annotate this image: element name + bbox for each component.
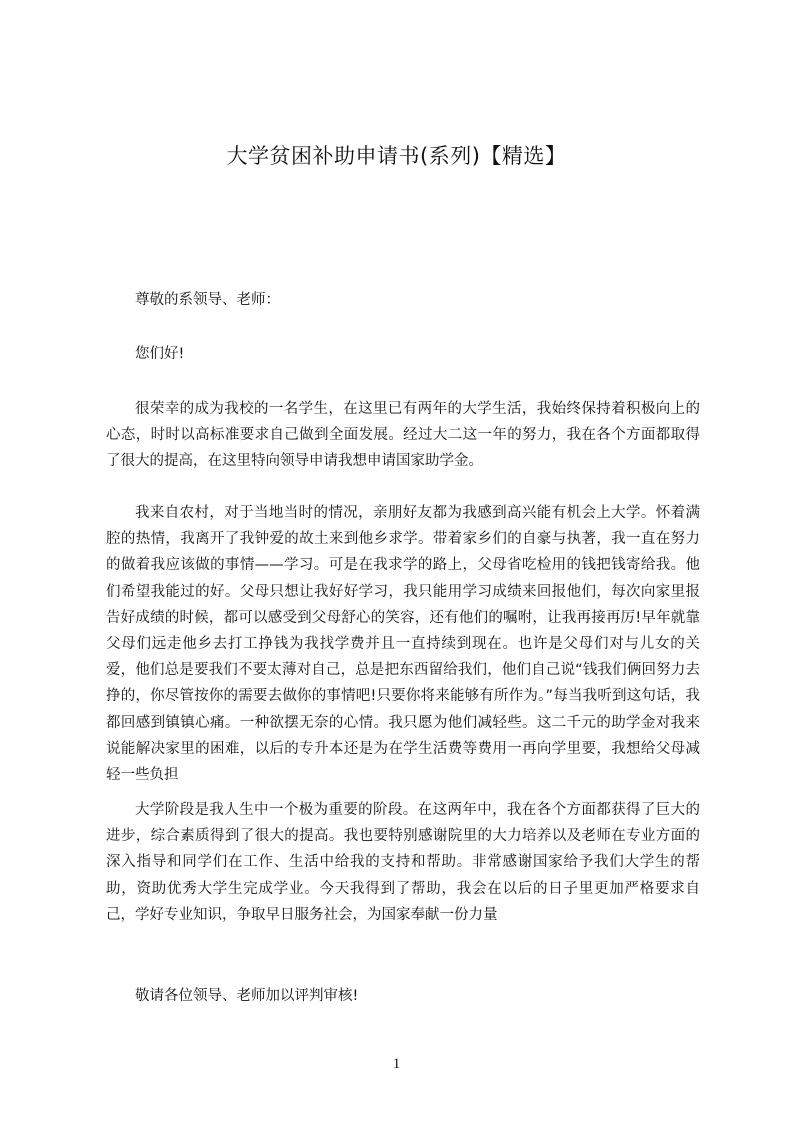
page-number: 1 bbox=[392, 1056, 401, 1072]
body-paragraph-3: 大学阶段是我人生中一个极为重要的阶段。在这两年中，我在各个方面都获得了巨大的进步，综合素质得到了很大的提高。我也要特别感谢院里的大力培养以及老师在专业方面的深入指导和同学们在工作、生活中给我的支持和帮助。非常感谢国家给予我们大学生的帮助，资助优秀大学生完成学业。今天我得到了帮助，我会在以后的日子里更加严格要求自己，学好专业知识，争取早日服务社会，为国家奉献一份力量 bbox=[106, 802, 700, 923]
salutation: 尊敬的系领导、老师： bbox=[135, 292, 280, 308]
body-paragraph-1: 很荣幸的成为我校的一名学生，在这里已有两年的大学生活，我始终保持着积极向上的心态，时时以高标准要求自己做到全面发展。经过大二这一年的努力，我在各个方面都取得了很大的提高，在这里特向领导申请我想申请国家助学金。 bbox=[106, 401, 700, 470]
document-title: 大学贫困补助申请书(系列)【精选】 bbox=[226, 144, 567, 168]
closing-line: 敬请各位领导、老师加以评判审核! bbox=[135, 988, 359, 1004]
greeting: 您们好! bbox=[135, 346, 185, 362]
body-paragraph-2: 我来自农村，对于当地当时的情况，亲朋好友都为我感到高兴能有机会上大学。怀着满腔的热情，我离开了我钟爱的故土来到他乡求学。带着家乡们的自豪与执著，我一直在努力的做着我应该做的事情——学习。可是在我求学的路上，父母省吃检用的钱把钱寄给我。他们希望我能过的好。父母只想让我好好学习，我只能用学习成绩来回报他们，每次向家里报告好成绩的时候，都可以感受到父母舒心的笑容，还有他们的嘱咐，让我再接再厉!早年就靠父母们远走他乡去打工挣钱为我找学费并且一直持续到现在。也许是父母们对与儿女的关爱，他们总是要我们不要太薄对自己，总是把东西留给我们，他们自己说“钱我们俩回努力去挣的，你尽管按你的需要去做你的事情吧!只要你将来能够有所作为。”每当我听到这句话，我都回感到镇镇心痛。一种欲摆无奈的心情。我只愿为他们减轻些。这二千元的助学金对我来说能解决家里的困难，以后的专升本还是为在学生活费等费用一再向学里要，我想给父母减轻一些负担 bbox=[106, 505, 700, 784]
